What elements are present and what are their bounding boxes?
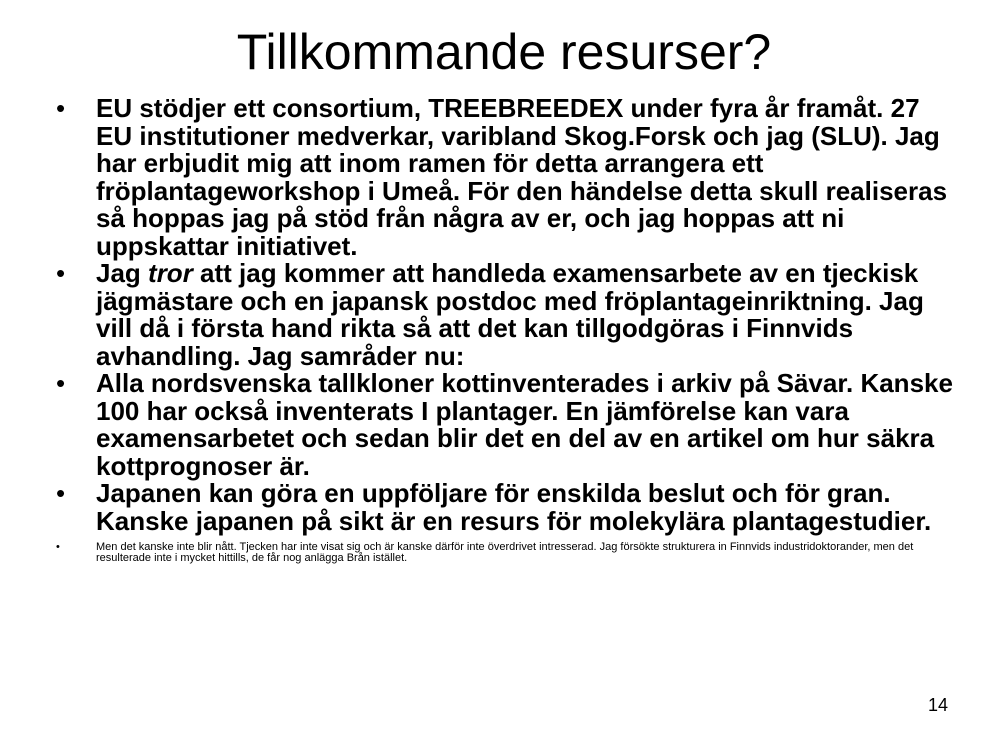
bullet-item (56, 95, 956, 260)
bullet-item (56, 370, 956, 480)
bullet-dot: • (56, 93, 66, 123)
bullet-item (56, 260, 956, 370)
bullet-text: Men det kanske inte blir nått. Tjecken har inte visat sig och är kanske därför inte överdrivet intresserad. Jag försökte strukturera in Finnvids industridoktorander, men det resulterade inte i mycket hittills, de får nog anlägga Brån istället. (96, 541, 914, 564)
bullet-item (56, 480, 956, 535)
bullet-list (56, 95, 956, 564)
bullet-text: EU stödjer ett consortium, TREEBREEDEX under fyra år framåt. 27 EU institutioner medverkar, varibland Skog.Forsk och jag (SLU). Jag har erbjudit mig att inom ramen för detta arrangera ett fröplantageworkshop i Umeå. För den händelse detta skull realiseras så hoppas jag på stöd från några av er, och jag hoppas att ni uppskattar initiativet. (96, 93, 948, 261)
bullet-text-emphasis: tror (148, 258, 193, 288)
bullet-dot: • (56, 541, 60, 553)
bullet-dot: • (56, 368, 66, 398)
bullet-text-pre: Jag (96, 258, 149, 288)
page-number: 14 (927, 695, 948, 715)
slide-title: Tillkommande resurser? (236, 24, 772, 80)
bullet-dot: • (56, 478, 66, 508)
bullet-text: Japanen kan göra en uppföljare för enskilda beslut och för gran. Kanske japanen på sikt är en resurs för molekylära plantagestudier. (96, 478, 932, 536)
bullet-text: Alla nordsvenska tallkloner kottinventerades i arkiv på Sävar. Kanske 100 har också inventerats I plantager. En jämförelse kan vara examensarbetet och sedan blir det en del av en artikel om hur säkra kottprognoser är. (96, 368, 953, 481)
bullet-text-post: att jag kommer att handleda examensarbete av en tjeckisk jägmästare och en japansk postdoc med fröplantageinriktning. Jag vill då i första hand rikta så att det kan tillgodgöras i Finnvids avhandling. Jag samråder nu: (96, 258, 924, 371)
bullet-dot: • (56, 258, 66, 288)
bullet-item-small (56, 542, 956, 564)
